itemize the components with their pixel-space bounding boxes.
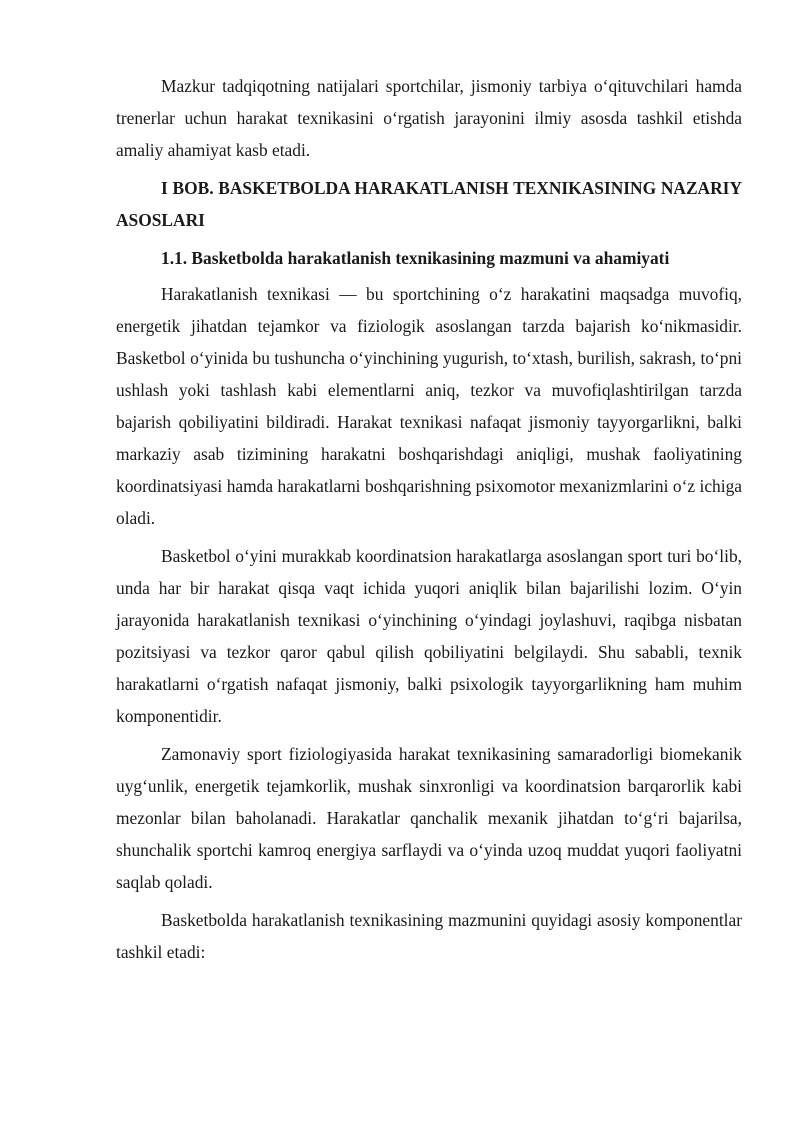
body-paragraph: Basketbolda harakatlanish texnikasining mazmunini quyidagi asosiy komponentlar tashkil etadi: — [116, 910, 742, 962]
intro-paragraph: Mazkur tadqiqotning natijalari sportchilar, jismoniy tarbiya o‘qituvchilari hamda trenerlar uchun harakat texnikasini o‘rgatish jarayonini ilmiy asosda tashkil etishda amaliy ahamiyat kasb etadi. — [116, 76, 742, 160]
chapter-heading: I BOB. BASKETBOLDA HARAKATLANISH TEXNIKASINING NAZARIY ASOSLARI — [116, 178, 742, 230]
body-paragraph: Zamonaviy sport fiziologiyasida harakat texnikasining samaradorligi biomekanik uyg‘unlik, energetik tejamkorlik, mushak sinxronligi va koordinatsion barqarorlik kabi mezonlar bilan baholanadi. Harakatlar qanchalik mexanik jihatdan to‘g‘ri bajarilsa, shunchalik sportchi kamroq energiya sarflaydi va o‘yinda uzoq muddat yuqori faoliyatni saqlab qoladi. — [116, 744, 742, 892]
body-paragraph: Basketbol o‘yini murakkab koordinatsion harakatlarga asoslangan sport turi bo‘lib, unda har bir harakat qisqa vaqt ichida yuqori aniqlik bilan bajarilishi lozim. O‘yin jarayonida harakatlanish texnikasi o‘yinchining o‘yindagi joylashuvi, raqibga nisbatan pozitsiyasi va tezkor qaror qabul qilish qobiliyatini belgilaydi. Shu sababli, texnik harakatlarni o‘rgatish nafaqat jismoniy, balki psixologik tayyorgarlikning ham muhim komponentidir. — [116, 546, 742, 726]
document-page — [116, 70, 742, 974]
body-paragraph: Harakatlanish texnikasi — bu sportchining o‘z harakatini maqsadga muvofiq, energetik jihatdan tejamkor va fiziologik asoslangan tarzda bajarish ko‘nikmasidir. Basketbol o‘yinida bu tushuncha o‘yinchining yugurish, to‘xtash, burilish, sakrash, to‘pni ushlash yoki tashlash kabi elementlarni aniq, tezkor va muvofiqlashtirilgan tarzda bajarish qobiliyatini bildiradi. Harakat texnikasi nafaqat jismoniy tayyorgarlikni, balki markaziy asab tizimining harakatni boshqarishdagi aniqligi, mushak faoliyatining koordinatsiyasi hamda harakatlarni boshqarishning psixomotor mexanizmlarini o‘z ichiga oladi. — [116, 284, 742, 528]
section-heading: 1.1. Basketbolda harakatlanish texnikasining mazmuni va ahamiyati — [161, 248, 670, 268]
